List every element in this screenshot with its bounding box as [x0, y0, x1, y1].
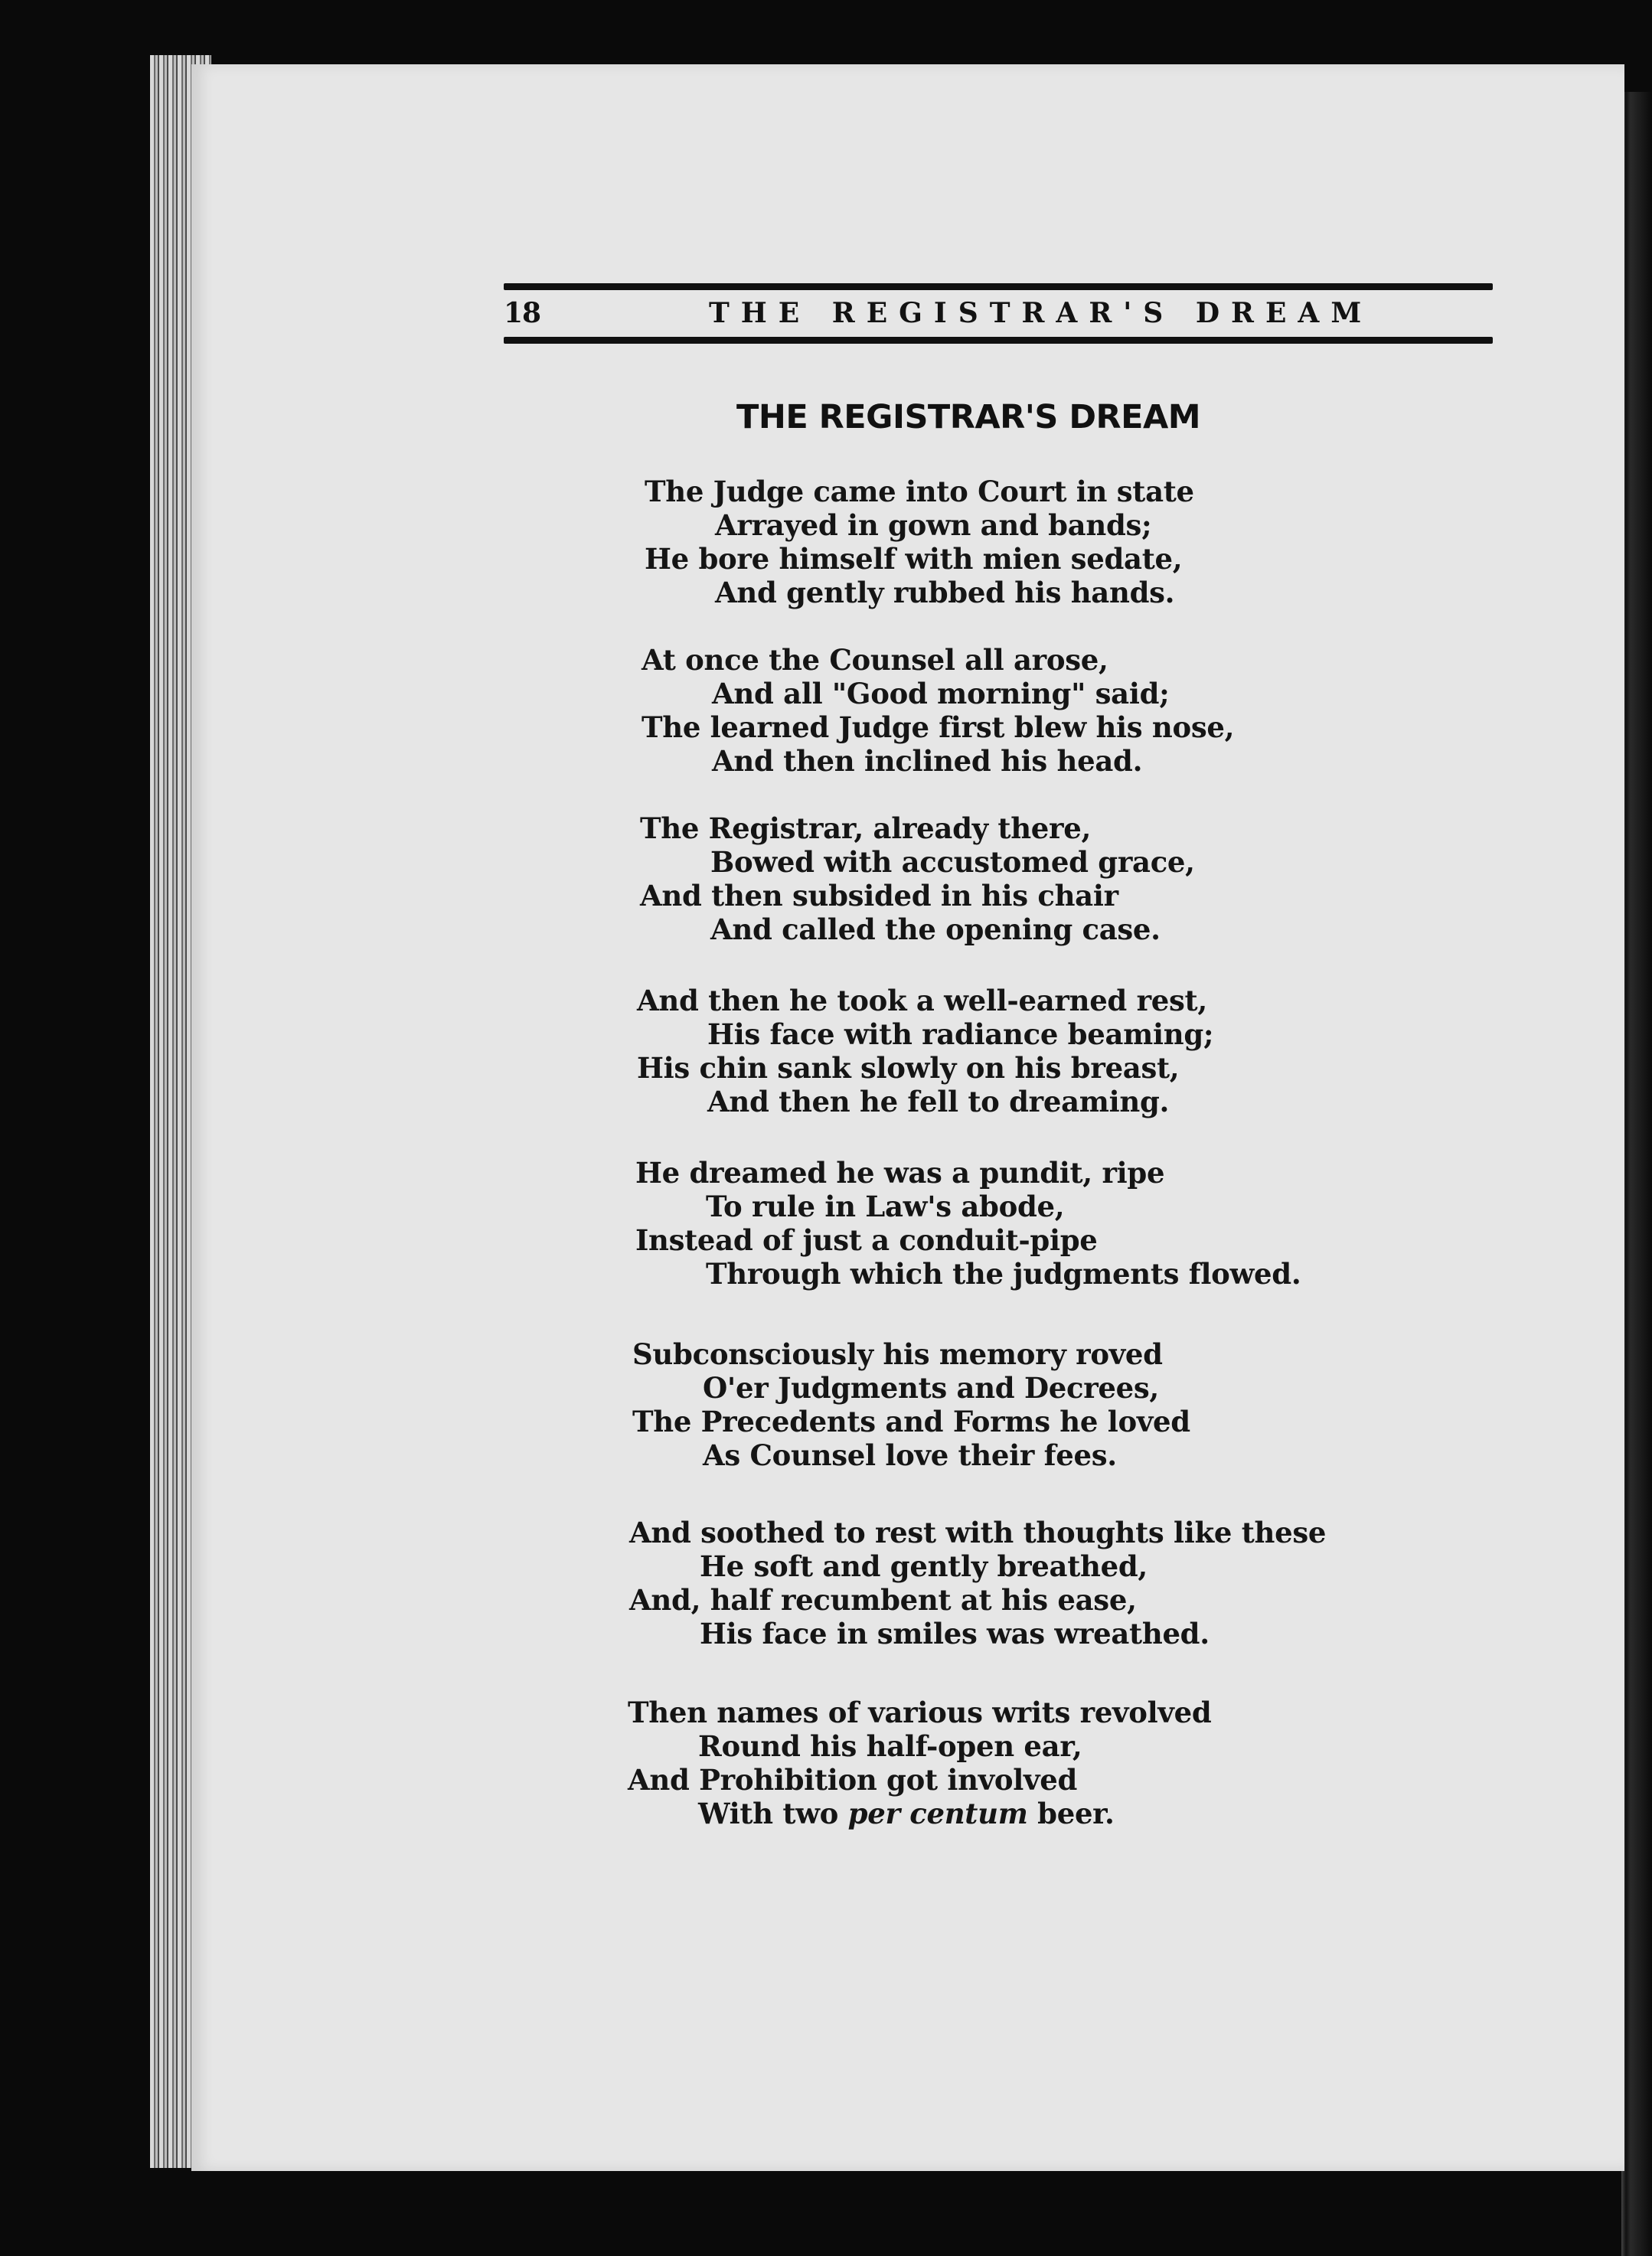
poem-line: As Counsel love their fees.: [703, 1438, 1117, 1472]
poem-line: And, half recumbent at his ease,: [629, 1583, 1137, 1617]
poem-line: Bowed with accustomed grace,: [710, 845, 1195, 879]
stanza-4: [637, 984, 1213, 1118]
poem-line: And then he took a well-earned rest,: [637, 984, 1207, 1017]
poem-line-text: beer.: [1027, 1797, 1115, 1830]
poem-line: He bore himself with mien sedate,: [645, 542, 1183, 576]
poem-line: And then inclined his head.: [712, 744, 1143, 778]
stanza-3: [640, 811, 1195, 946]
poem-line: To rule in Law's abode,: [706, 1190, 1065, 1223]
stanza-2: [642, 643, 1234, 778]
poem-line: He dreamed he was a pundit, ripe: [635, 1156, 1165, 1190]
poem-line-text: With two: [698, 1797, 848, 1830]
poem-line: And then subsided in his chair: [640, 879, 1118, 913]
poem-line: Through which the judgments flowed.: [706, 1257, 1301, 1291]
poem-line: O'er Judgments and Decrees,: [703, 1371, 1159, 1405]
stanza-7: [629, 1516, 1326, 1650]
poem-line: Subconsciously his memory roved: [632, 1337, 1163, 1371]
italic-phrase: per centum: [847, 1797, 1028, 1830]
poem-line: And all "Good morning" said;: [712, 677, 1170, 710]
poem-line: Instead of just a conduit-pipe: [635, 1223, 1098, 1257]
stanza-8: [628, 1696, 1211, 1830]
poem-line: The Precedents and Forms he loved: [632, 1405, 1190, 1438]
poem-line: His face in smiles was wreathed.: [700, 1617, 1210, 1650]
poem-line: Arrayed in gown and bands;: [715, 508, 1152, 542]
running-title: THE REGISTRAR'S DREAM: [709, 297, 1373, 329]
poem-line: And gently rubbed his hands.: [715, 576, 1175, 609]
poem-line: [628, 1797, 1211, 1830]
poem-line: He soft and gently breathed,: [700, 1549, 1148, 1583]
poem-line: At once the Counsel all arose,: [642, 643, 1108, 677]
stanza-5: [635, 1156, 1301, 1291]
poem-line: The Judge came into Court in state: [645, 475, 1194, 508]
poem-line: And called the opening case.: [710, 913, 1161, 946]
poem-line: Then names of various writs revolved: [628, 1696, 1212, 1729]
poem-line: The Registrar, already there,: [640, 811, 1092, 845]
poem-title: THE REGISTRAR'S DREAM: [736, 398, 1201, 436]
poem-line: Round his half-open ear,: [698, 1729, 1082, 1763]
poem-line: His face with radiance beaming;: [707, 1017, 1214, 1051]
stanza-1: [645, 475, 1194, 609]
stanza-6: [632, 1337, 1190, 1472]
page-number: 18: [504, 297, 541, 329]
poem-line: The learned Judge first blew his nose,: [642, 710, 1235, 744]
poem-line: His chin sank slowly on his breast,: [637, 1051, 1180, 1085]
poem-line: And then he fell to dreaming.: [707, 1085, 1170, 1118]
poem-line: And soothed to rest with thoughts like these: [629, 1516, 1327, 1549]
poem-line: And Prohibition got involved: [628, 1763, 1078, 1797]
